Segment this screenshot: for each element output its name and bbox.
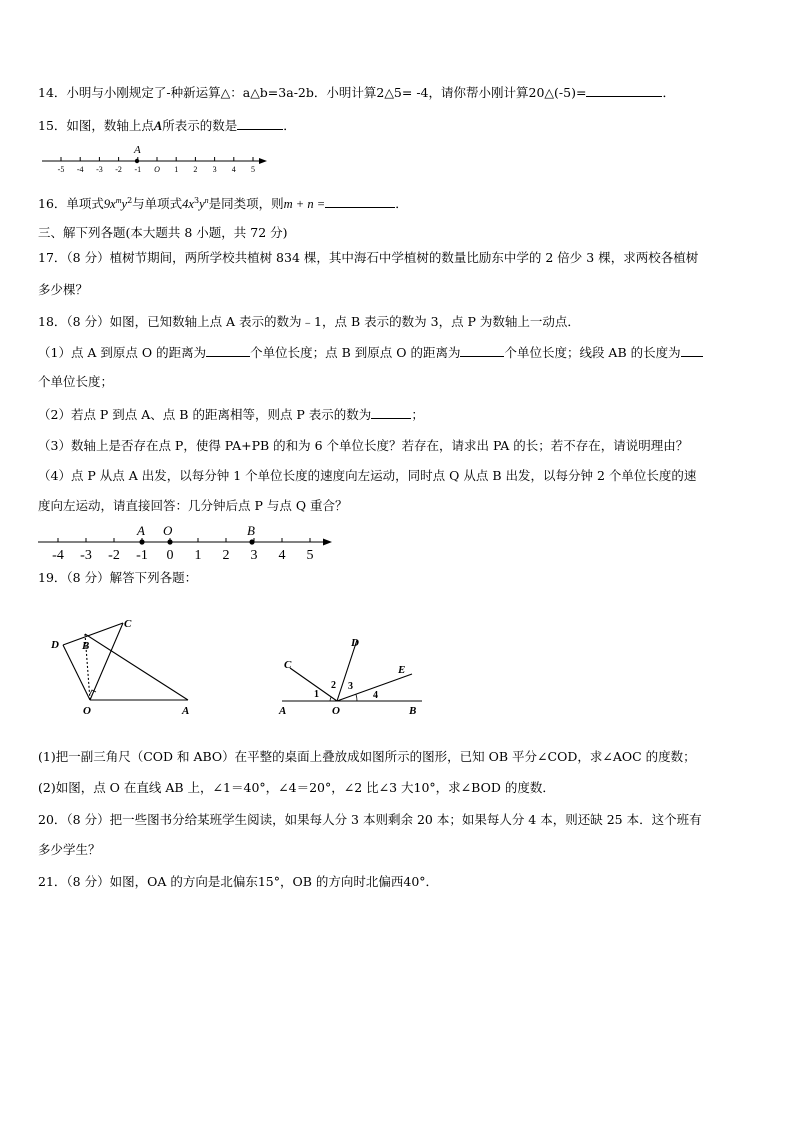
label-b: B <box>409 705 417 717</box>
label-b: B <box>82 640 90 652</box>
tick-label: -3 <box>80 548 92 563</box>
angle-2-label: 2 <box>331 680 336 691</box>
q19-figure-1 <box>40 612 210 722</box>
question-16: 16．单项式$9x^my^2$与单项式$4x^3y^n$是同类项，则m + n = ． <box>38 196 408 212</box>
question-19-title: 19．（8 分）解答下列各题： <box>38 570 198 585</box>
question-18-part4-line1: （4）点 P 从点 A 出发，以每分钟 1 个单位长度的速度向左运动，同时点 Q 从点 B 出发，以每分钟 2 个单位长度的速 <box>38 468 697 483</box>
question-18-part3: （3）数轴上是否存在点 P，使得 PA+PB 的和为 6 个单位长度？若存在，请求出 PA 的长；若不存在，请说明理由？ <box>38 438 689 453</box>
tick-label: 1 <box>194 548 202 563</box>
answer-blank[interactable] <box>681 344 703 357</box>
tick-label: 2 <box>222 548 230 563</box>
q15-number-line <box>38 142 270 182</box>
question-18-part4-line2: 度向左运动，请直接回答：几分钟后点 P 与点 Q 重合？ <box>38 498 348 513</box>
answer-blank[interactable] <box>586 84 662 97</box>
angle-3-label: 3 <box>348 681 353 692</box>
answer-blank[interactable] <box>325 195 395 208</box>
tick-label: -1 <box>136 548 148 563</box>
label-o: O <box>332 705 340 717</box>
question-18-intro: 18．（8 分）如图，已知数轴上点 A 表示的数为﹣1，点 B 表示的数为 3，点 P 为数轴上一动点． <box>38 314 580 329</box>
tick-label: 1 <box>174 165 179 174</box>
point-b-label: B <box>247 523 255 538</box>
tick-label: 3 <box>212 165 217 174</box>
question-20-line2: 多少学生？ <box>38 842 101 857</box>
point-a-label: A <box>137 523 145 538</box>
origin-label: O <box>163 523 173 538</box>
question-14: 14．小明与小刚规定了-种新运算△：a△b=3a-2b．小明计算2△5= -4，请你帮小刚计算20△(-5)= ． <box>38 85 675 100</box>
label-c: C <box>124 618 132 630</box>
q18-number-line <box>36 522 336 566</box>
label-d: D <box>51 639 59 651</box>
label-c: C <box>284 659 292 671</box>
answer-blank[interactable] <box>206 344 250 357</box>
label-e: E <box>398 664 406 676</box>
q19-figure-2 <box>272 630 432 722</box>
question-19-part1: (1)把一副三角尺（COD 和 ABO）在平整的桌面上叠放成如图所示的图形，已知 OB 平分∠COD，求∠AOC 的度数； <box>38 749 696 764</box>
label-o: O <box>83 705 91 717</box>
question-21: 21．（8 分）如图，OA 的方向是北偏东15°，OB 的方向时北偏西40°． <box>38 874 439 889</box>
origin-dot <box>167 539 172 544</box>
tick-label: 5 <box>306 548 314 563</box>
tick-label: O <box>154 165 160 174</box>
answer-blank[interactable] <box>371 406 411 419</box>
point-a-dot <box>139 539 144 544</box>
question-20-line1: 20．（8 分）把一些图书分给某班学生阅读，如果每人分 3 本则剩余 20 本；如果每人分 4 本，则还缺 25 本．这个班有 <box>38 812 702 827</box>
label-d: D <box>351 637 359 649</box>
label-a: A <box>182 705 190 717</box>
tick-label: -2 <box>108 548 120 563</box>
tick-label: -4 <box>76 165 84 174</box>
tick-label: 4 <box>231 165 236 174</box>
tick-label: 0 <box>166 548 174 563</box>
answer-blank[interactable] <box>237 117 283 130</box>
angle-4-label: 4 <box>373 690 378 701</box>
point-a-dot <box>135 159 139 163</box>
tick-label: 4 <box>278 548 286 563</box>
question-18-part2: （2）若点 P 到点 A、点 B 的距离相等，则点 P 表示的数为 ； <box>38 407 424 422</box>
tick-label: 5 <box>251 165 255 174</box>
tick-label: -3 <box>96 165 103 174</box>
q14-text: 14．小明与小刚规定了-种新运算△：a△b=3a-2b．小明计算2△5= -4，请你帮小刚计算20△(-5)= <box>38 85 587 100</box>
question-15: 15．如图，数轴上点A所表示的数是 ． <box>38 118 296 133</box>
question-18-part1-cont: 个单位长度； <box>38 374 114 389</box>
question-19-part2: (2)如图，点 O 在直线 AB 上，∠1＝40°，∠4＝20°，∠2 比∠3 大10°，求∠BOD 的度数． <box>38 780 555 795</box>
tick-label: -4 <box>52 548 64 563</box>
answer-blank[interactable] <box>460 344 504 357</box>
label-a: A <box>279 705 287 717</box>
section-3-heading: 三、解下列各题(本大题共 8 小题，共 72 分) <box>38 225 288 240</box>
question-17-line2: 多少棵？ <box>38 282 89 297</box>
question-18-part1: （1）点 A 到原点 O 的距离为 个单位长度；点 B 到原点 O 的距离为 个单位长度；线段 AB 的长度为 <box>38 344 703 361</box>
tick-label: -5 <box>57 165 65 174</box>
tick-label: -2 <box>115 165 122 174</box>
tick-label: -1 <box>134 165 142 174</box>
point-b-dot <box>249 539 254 544</box>
question-17-line1: 17．（8 分）植树节期间，两所学校共植树 834 棵，其中海石中学植树的数量比励东中学的 2 倍少 3 棵，求两校各植树 <box>38 250 699 265</box>
angle-1-label: 1 <box>314 689 319 700</box>
point-a-label: A <box>134 144 141 156</box>
tick-label: 2 <box>193 165 198 174</box>
tick-label: 3 <box>250 548 258 563</box>
